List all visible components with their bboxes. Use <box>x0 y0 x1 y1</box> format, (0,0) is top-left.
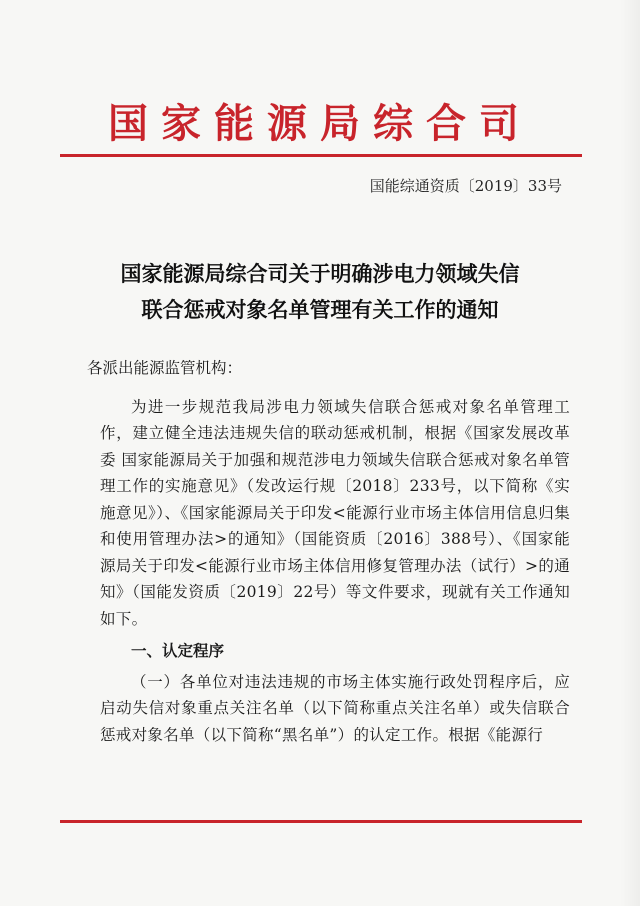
addressee: 各派出能源监管机构： <box>87 359 243 377</box>
title-line-1: 国家能源局综合司关于明确涉电力领域失信 <box>120 261 520 286</box>
paragraph-intro: 为进一步规范我局涉电力领域失信联合惩戒对象名单管理工作，建立健全违法违规失信的联动惩戒机制，根据《国家发展改革委 国家能源局关于加强和规范涉电力领域失信联合惩戒对象名单管理工作的实施意见》（发改运行规〔2018〕233号，以下简称《实施意见》）、《国家能源局关于印发<能源行业市场主体信用信息归集和使用管理办法>的通知》（国能资质〔2016〕388号）、《国家能源局关于印发<能源行业市场主体信用修复管理办法（试行）>的通知》（国能发资质〔2019〕22号）等文件要求，现就有关工作通知如下。 <box>100 397 570 628</box>
scan-edge-shade <box>620 0 640 906</box>
organization-header: 国家能源局综合司 <box>108 100 532 147</box>
section-heading-1: 一、认定程序 <box>131 641 225 660</box>
document-title <box>0 256 640 328</box>
document-number: 国能综通资质〔2019〕33号 <box>369 177 562 195</box>
title-line-2: 联合惩戒对象名单管理有关工作的通知 <box>141 297 499 322</box>
document-body <box>87 355 570 748</box>
footer-red-rule <box>60 820 582 823</box>
paragraph-section-1-item-1: （一）各单位对违法违规的市场主体实施行政处罚程序后，应启动失信对象重点关注名单（以下简称重点关注名单）或失信联合惩戒对象名单（以下简称“黑名单”）的认定工作。根据《能源行 <box>100 672 570 744</box>
header-red-rule <box>60 154 582 157</box>
